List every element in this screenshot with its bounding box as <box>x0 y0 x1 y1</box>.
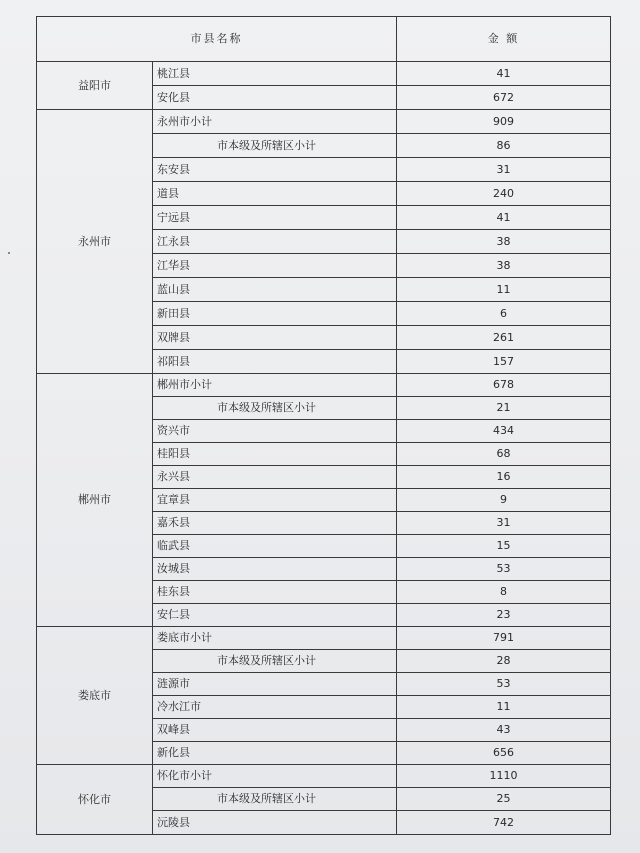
amount-cell: 31 <box>397 158 611 182</box>
amount-cell: 25 <box>397 788 611 811</box>
county-name-cell: 江华县 <box>153 254 397 278</box>
amount-cell: 31 <box>397 512 611 535</box>
amount-cell: 11 <box>397 696 611 719</box>
allocation-table <box>36 16 611 835</box>
county-name-cell: 宁远县 <box>153 206 397 230</box>
county-name-cell: 市本级及所辖区小计 <box>153 650 397 673</box>
city-cell: 怀化市 <box>37 765 153 835</box>
county-name-cell: 桃江县 <box>153 62 397 86</box>
county-name-cell: 市本级及所辖区小计 <box>153 397 397 420</box>
county-name-cell: 市本级及所辖区小计 <box>153 134 397 158</box>
county-name-cell: 宜章县 <box>153 489 397 512</box>
county-name-cell: 桂东县 <box>153 581 397 604</box>
county-name-cell: 冷水江市 <box>153 696 397 719</box>
city-cell: 娄底市 <box>37 627 153 765</box>
table-row <box>37 374 611 397</box>
amount-cell: 656 <box>397 742 611 765</box>
county-name-cell: 嘉禾县 <box>153 512 397 535</box>
table-row <box>37 627 611 650</box>
amount-cell: 261 <box>397 326 611 350</box>
amount-cell: 38 <box>397 230 611 254</box>
county-name-cell: 娄底市小计 <box>153 627 397 650</box>
amount-cell: 9 <box>397 489 611 512</box>
county-name-cell: 双峰县 <box>153 719 397 742</box>
amount-cell: 38 <box>397 254 611 278</box>
table-row <box>37 765 611 788</box>
amount-cell: 742 <box>397 811 611 835</box>
county-name-cell: 沅陵县 <box>153 811 397 835</box>
amount-cell: 672 <box>397 86 611 110</box>
county-name-cell: 郴州市小计 <box>153 374 397 397</box>
amount-cell: 8 <box>397 581 611 604</box>
county-name-cell: 桂阳县 <box>153 443 397 466</box>
city-cell: 益阳市 <box>37 62 153 110</box>
county-name-cell: 临武县 <box>153 535 397 558</box>
county-name-cell: 汝城县 <box>153 558 397 581</box>
amount-cell: 791 <box>397 627 611 650</box>
table-row <box>37 110 611 134</box>
amount-cell: 68 <box>397 443 611 466</box>
county-name-cell: 祁阳县 <box>153 350 397 374</box>
city-cell: 永州市 <box>37 110 153 374</box>
header-name: 市县名称 <box>37 17 397 62</box>
amount-cell: 240 <box>397 182 611 206</box>
amount-cell: 678 <box>397 374 611 397</box>
amount-cell: 157 <box>397 350 611 374</box>
amount-cell: 21 <box>397 397 611 420</box>
amount-cell: 1110 <box>397 765 611 788</box>
county-name-cell: 市本级及所辖区小计 <box>153 788 397 811</box>
county-name-cell: 安化县 <box>153 86 397 110</box>
amount-cell: 41 <box>397 206 611 230</box>
county-name-cell: 安仁县 <box>153 604 397 627</box>
amount-cell: 15 <box>397 535 611 558</box>
header-amount: 金 额 <box>397 17 611 62</box>
city-cell: 郴州市 <box>37 374 153 627</box>
county-name-cell: 双牌县 <box>153 326 397 350</box>
amount-cell: 53 <box>397 558 611 581</box>
paper-speck <box>8 252 10 254</box>
county-name-cell: 蓝山县 <box>153 278 397 302</box>
amount-cell: 909 <box>397 110 611 134</box>
amount-cell: 53 <box>397 673 611 696</box>
amount-cell: 86 <box>397 134 611 158</box>
county-name-cell: 涟源市 <box>153 673 397 696</box>
county-name-cell: 永州市小计 <box>153 110 397 134</box>
amount-cell: 11 <box>397 278 611 302</box>
amount-cell: 43 <box>397 719 611 742</box>
amount-cell: 434 <box>397 420 611 443</box>
county-name-cell: 怀化市小计 <box>153 765 397 788</box>
county-name-cell: 江永县 <box>153 230 397 254</box>
amount-cell: 16 <box>397 466 611 489</box>
table-row <box>37 62 611 86</box>
county-name-cell: 道县 <box>153 182 397 206</box>
table-body <box>37 62 611 835</box>
amount-cell: 23 <box>397 604 611 627</box>
amount-cell: 28 <box>397 650 611 673</box>
county-name-cell: 东安县 <box>153 158 397 182</box>
county-name-cell: 新田县 <box>153 302 397 326</box>
county-name-cell: 资兴市 <box>153 420 397 443</box>
amount-cell: 6 <box>397 302 611 326</box>
amount-cell: 41 <box>397 62 611 86</box>
header-row <box>37 17 611 62</box>
county-name-cell: 永兴县 <box>153 466 397 489</box>
county-name-cell: 新化县 <box>153 742 397 765</box>
